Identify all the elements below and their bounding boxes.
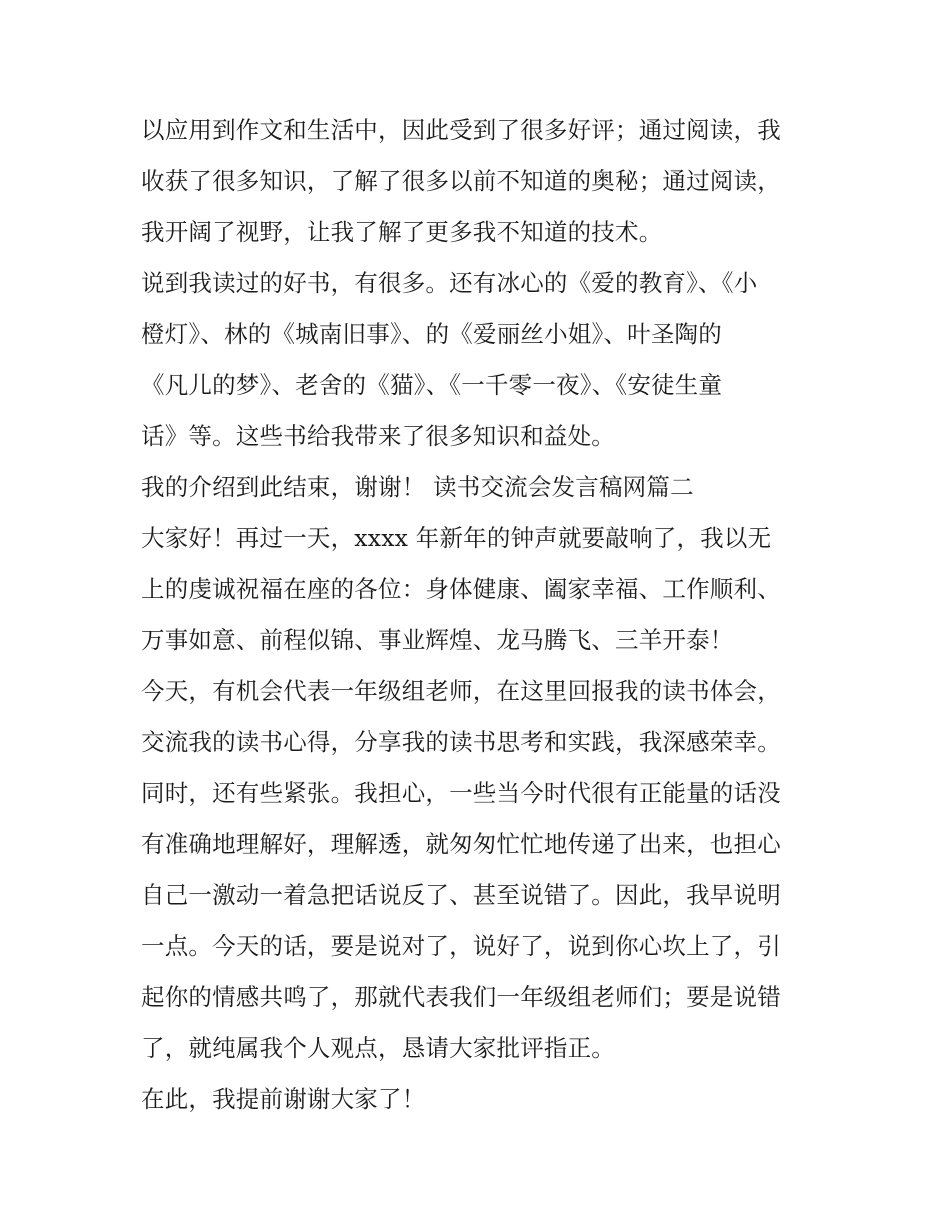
text-line: 起你的情感共鸣了，那就代表我们一年级组老师们；要是说错 xyxy=(141,983,781,1011)
body-text xyxy=(141,105,821,1125)
text-line: 我开阔了视野，让我了解了更多我不知道的技术。 xyxy=(141,218,663,246)
text-line: 有准确地理解好，理解透，就匆匆忙忙地传递了出来，也担心 xyxy=(141,830,781,858)
text-line: 同时，还有些紧张。我担心，一些当今时代很有正能量的话没 xyxy=(141,779,781,807)
text-line: 一点。今天的话，要是说对了，说好了，说到你心坎上了，引 xyxy=(141,932,781,960)
text-line: 我的介绍到此结束，谢谢！ 读书交流会发言稿网篇二 xyxy=(141,473,694,501)
text-line: 说到我读过的好书，有很多。还有冰心的《爱的教育》、《小 xyxy=(141,269,758,297)
text-line: 在此，我提前谢谢大家了！ xyxy=(141,1085,426,1113)
text-line: 上的虔诚祝福在座的各位：身体健康、阖家幸福、工作顺利、 xyxy=(141,575,781,603)
text-line: 交流我的读书心得，分享我的读书思考和实践，我深感荣幸。 xyxy=(141,728,781,756)
text-line: 收获了很多知识，了解了很多以前不知道的奥秘；通过阅读， xyxy=(141,167,781,195)
text-line: 话》等。这些书给我带来了很多知识和益处。 xyxy=(141,422,615,450)
text-line: 万事如意、前程似锦、事业辉煌、龙马腾飞、三羊开泰！ xyxy=(141,626,734,654)
text-line: 《凡儿的梦》、老舍的《猫》、《一千零一夜》、《安徒生童 xyxy=(141,371,723,399)
text-line: 今天，有机会代表一年级组老师，在这里回报我的读书体会， xyxy=(141,677,781,705)
text-line: 了，就纯属我个人观点，恳请大家批评指正。 xyxy=(141,1034,615,1062)
text-line: 橙灯》、林的《城南旧事》、的《爱丽丝小姐》、叶圣陶的 xyxy=(141,320,722,348)
text-line: 以应用到作文和生活中，因此受到了很多好评；通过阅读，我 xyxy=(141,116,781,144)
text-line: 自己一激动一着急把话说反了、甚至说错了。因此，我早说明 xyxy=(141,881,781,909)
text-line: 大家好！再过一天，xxxx 年新年的钟声就要敲响了，我以无 xyxy=(141,524,772,552)
